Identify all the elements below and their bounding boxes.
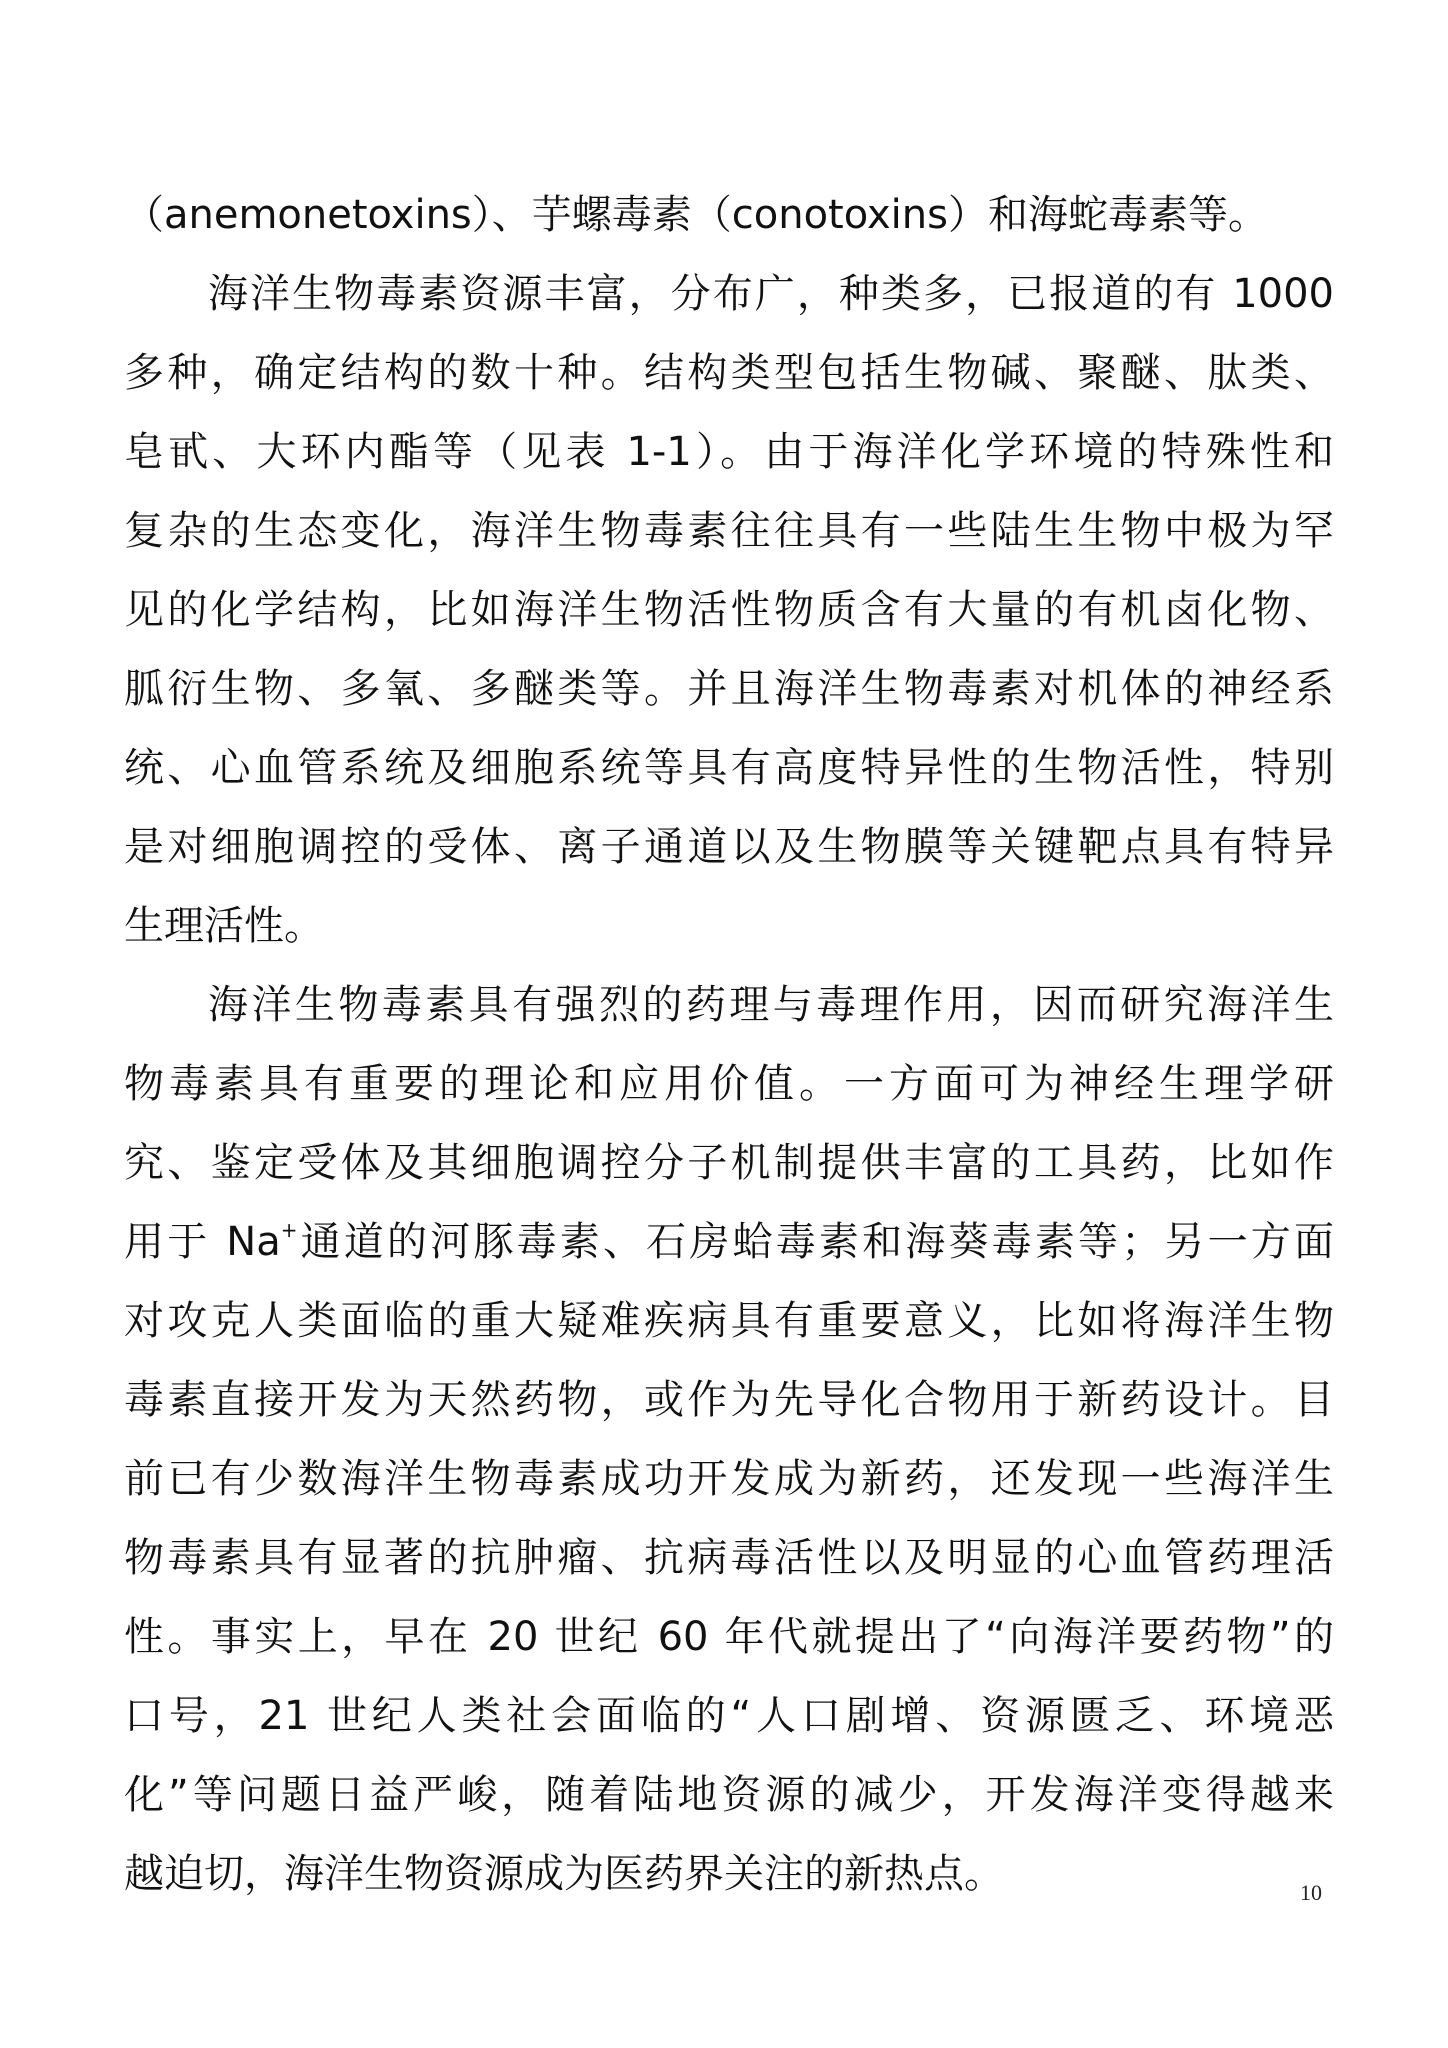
text-line: 生理活性。 <box>124 903 324 949</box>
text-line: 物毒素具有重要的理论和应用价值。一方面可为神经生理学研 <box>124 1061 1334 1107</box>
text-line: 皂甙、大环内酯等（见表 1-1）。由于海洋化学环境的特殊性和 <box>124 429 1334 475</box>
text-line: 对攻克人类面临的重大疑难疾病具有重要意义，比如将海洋生物 <box>124 1298 1334 1344</box>
text-span: 用于 Na <box>124 1219 281 1265</box>
text-line: 统、心血管系统及细胞系统等具有高度特异性的生物活性，特别 <box>124 745 1334 791</box>
text-line: 越迫切，海洋生物资源成为医药界关注的新热点。 <box>124 1851 1004 1897</box>
text-line: 多种，确定结构的数十种。结构类型包括生物碱、聚醚、肽类、 <box>124 350 1334 396</box>
text-line: 海洋生物毒素具有强烈的药理与毒理作用，因而研究海洋生 <box>208 982 1334 1028</box>
text-line: 胍衍生物、多氧、多醚类等。并且海洋生物毒素对机体的神经系 <box>124 666 1334 712</box>
page-number: 10 <box>1300 1880 1322 1905</box>
text-line: 毒素直接开发为天然药物，或作为先导化合物用于新药设计。目 <box>124 1377 1334 1423</box>
text-line <box>124 1203 1334 1282</box>
text-line: 物毒素具有显著的抗肿瘤、抗病毒活性以及明显的心血管药理活 <box>124 1535 1334 1581</box>
text-line: 究、鉴定受体及其细胞调控分子机制提供丰富的工具药，比如作 <box>124 1140 1334 1186</box>
text-line: 化”等问题日益严峻，随着陆地资源的减少，开发海洋变得越来 <box>124 1772 1334 1818</box>
text-line: 是对细胞调控的受体、离子通道以及生物膜等关键靶点具有特异 <box>124 824 1334 870</box>
superscript-charge: + <box>280 1218 298 1242</box>
text-line: （anemonetoxins）、芋螺毒素（conotoxins）和海蛇毒素等。 <box>124 192 1268 238</box>
text-line: 口号，21 世纪人类社会面临的“人口剧增、资源匮乏、环境恶 <box>124 1693 1334 1739</box>
text-line: 复杂的生态变化，海洋生物毒素往往具有一些陆生生物中极为罕 <box>124 508 1334 554</box>
body-text <box>124 176 1334 1914</box>
text-span: 通道的河豚毒素、石房蛤毒素和海葵毒素等；另一方面 <box>297 1219 1334 1265</box>
text-line: 前已有少数海洋生物毒素成功开发成为新药，还发现一些海洋生 <box>124 1456 1334 1502</box>
text-line: 见的化学结构，比如海洋生物活性物质含有大量的有机卤化物、 <box>124 587 1334 633</box>
text-line: 海洋生物毒素资源丰富，分布广，种类多，已报道的有 1000 <box>208 271 1334 317</box>
text-line: 性。事实上，早在 20 世纪 60 年代就提出了“向海洋要药物”的 <box>124 1614 1334 1660</box>
